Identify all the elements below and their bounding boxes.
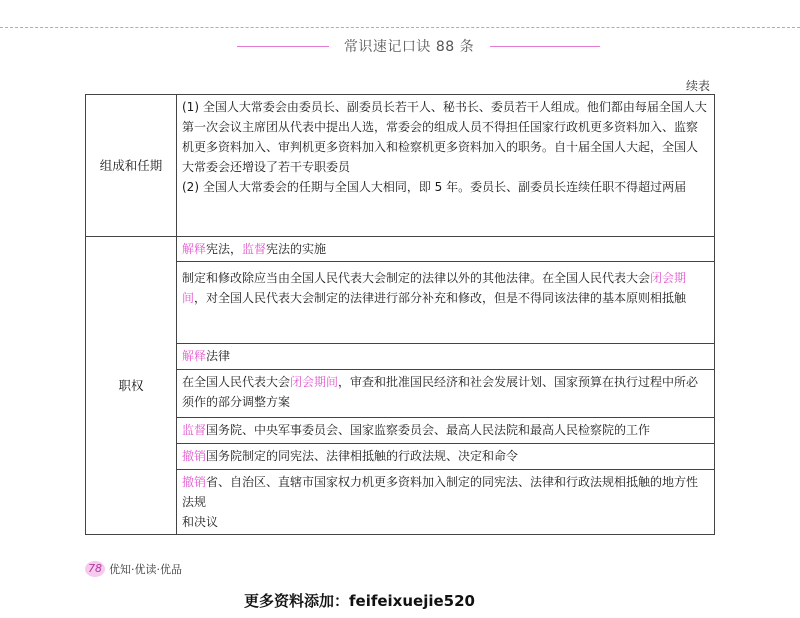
keyword-highlight: 解释 <box>182 242 207 256</box>
page-number-badge: 78 <box>85 561 105 577</box>
table-row <box>86 262 715 344</box>
keyword-highlight: 解释 <box>182 349 207 363</box>
page-header-title: 常识速记口诀 88 条 <box>343 39 475 55</box>
keyword-highlight: 监督 <box>242 242 267 256</box>
top-dashed-border <box>0 27 800 28</box>
header-rule-left <box>237 46 329 47</box>
table-row <box>86 370 715 418</box>
promo-text: 更多资料添加：feifeixuejie520 <box>244 592 475 610</box>
power-text: 宪法的实施 <box>266 242 327 256</box>
footer-slogan: 优知·优读·优品 <box>109 563 182 576</box>
power-item <box>177 370 715 418</box>
power-item <box>177 470 715 535</box>
keyword-highlight: 闭会期间 <box>290 375 339 389</box>
power-text: 国务院、中央军事委员会、国家监察委员会、最高人民法院和最高人民检察院的工作 <box>206 423 651 437</box>
power-item <box>177 418 715 444</box>
table-row <box>86 418 715 444</box>
composition-cell <box>177 95 715 237</box>
power-text: 宪法， <box>206 242 243 256</box>
power-text: 法律 <box>206 349 231 363</box>
power-text: 省、自治区、直辖市国家权力机更多资料加入制定的同宪法、法律和行政法规相抵触的地方性法规 <box>182 475 699 509</box>
composition-paragraph-1: (1) 全国人大常委会由委员长、副委员长若干人、秘书长、委员若干人组成。他们都由每届全国人大第一次会议主席团从代表中提出人选，常委会的组成人员不得担任国家行政机更多资料加入、监察机更多资料加入、审判机更多资料加入和检察机更多资料加入的职务。自十届全国人大起，全国人大常委会还增设了若干专职委员 <box>182 100 707 174</box>
table-row <box>86 444 715 470</box>
header-rule-right <box>490 46 600 47</box>
table-row <box>86 470 715 535</box>
table-row <box>86 95 715 237</box>
npc-standing-committee-table <box>85 94 715 535</box>
continued-label: 续表 <box>686 79 711 93</box>
table-row <box>86 237 715 262</box>
power-item <box>177 237 715 262</box>
power-text: 在全国人民代表大会 <box>182 375 291 389</box>
power-item <box>177 444 715 470</box>
row-label-powers: 职权 <box>86 237 177 535</box>
power-item <box>177 344 715 370</box>
footer-brand <box>85 561 182 577</box>
power-text: 国务院制定的同宪法、法律相抵触的行政法规、决定和命令 <box>206 449 519 463</box>
keyword-highlight: 闭会期间 <box>182 271 687 305</box>
power-text: ，审查和批准国民经济和社会发展计划、国家预算在执行过程中所必须作的部分调整方案 <box>182 375 699 409</box>
row-label-composition: 组成和任期 <box>86 95 177 237</box>
power-text: 和决议 <box>182 515 219 529</box>
keyword-highlight: 撤销 <box>182 475 207 489</box>
composition-paragraph-2: (2) 全国人大常委会的任期与全国人大相同，即 5 年。委员长、副委员长连续任职不得超过两届 <box>182 180 687 194</box>
keyword-highlight: 监督 <box>182 423 207 437</box>
power-text: 制定和修改除应当由全国人民代表大会制定的法律以外的其他法律。在全国人民代表大会 <box>182 271 651 285</box>
table-row <box>86 344 715 370</box>
power-item <box>177 262 715 344</box>
power-text: ，对全国人民代表大会制定的法律进行部分补充和修改，但是不得同该法律的基本原则相抵触 <box>194 291 687 305</box>
keyword-highlight: 撤销 <box>182 449 207 463</box>
